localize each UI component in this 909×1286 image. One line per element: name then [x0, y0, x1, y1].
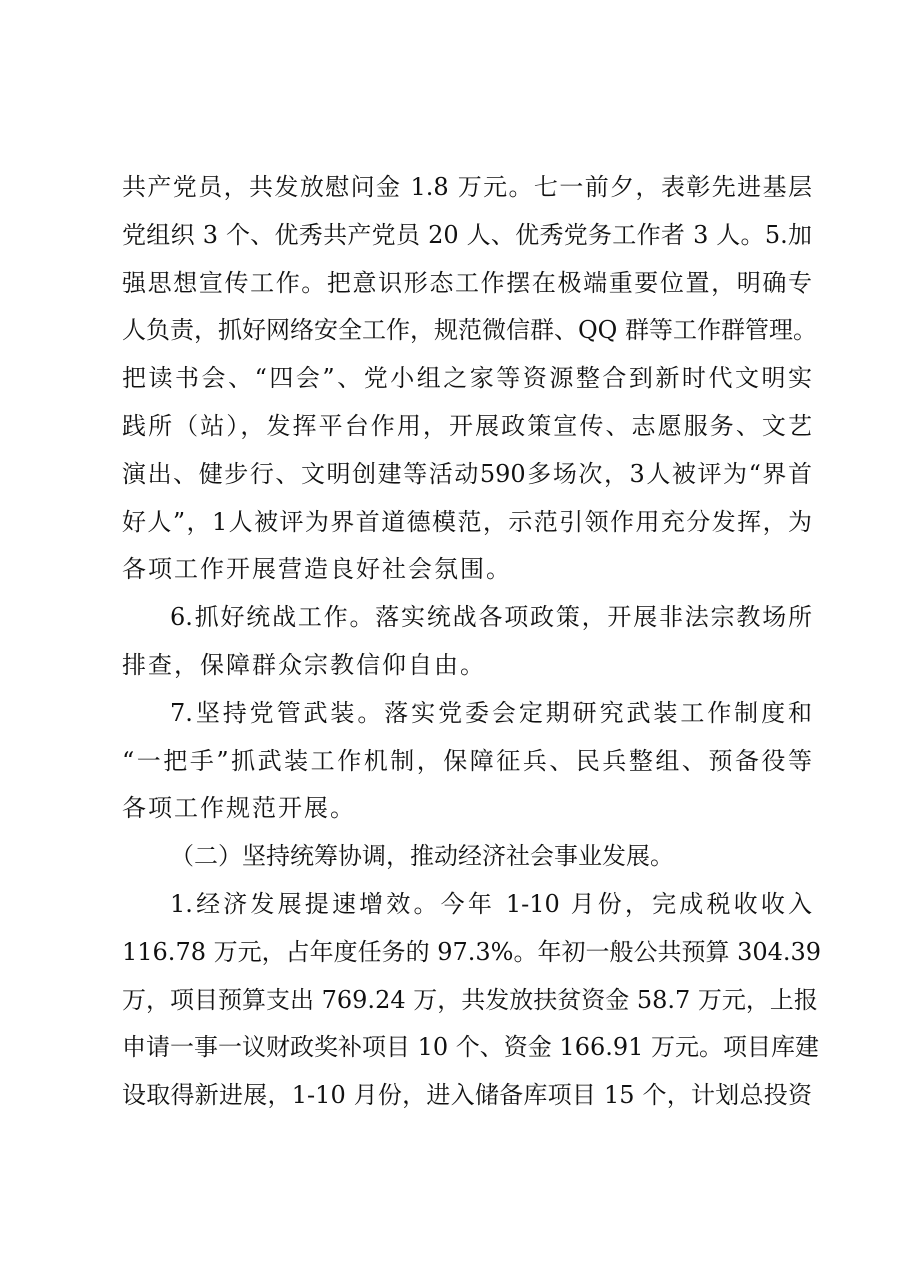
text-line: 强思想宣传工作。把意识形态工作摆在极端重要位置，明确专: [122, 268, 812, 297]
text-line: 7.坚持党管武装。落实党委会定期研究武装工作制度和: [170, 698, 812, 727]
text-line: 万，项目预算支出 769.24 万，共发放扶贫资金 58.7 万元，上报: [122, 985, 818, 1014]
text-line: 设取得新进展，1-10 月份，进入储备库项目 15 个，计划总投资: [122, 1081, 812, 1110]
text-line: 演出、健步行、文明创建等活动590多场次，3人被评为“界首: [122, 459, 812, 488]
text-line: 好人”，1人被评为界首道德模范，示范引领作用充分发挥，为: [122, 507, 812, 536]
text-line: “一把手”抓武装工作机制，保障征兵、民兵整组、预备役等: [122, 746, 812, 775]
text-line: 1.经济发展提速增效。今年 1-10 月份，完成税收收入: [170, 889, 812, 918]
text-line: 申请一事一议财政奖补项目 10 个、资金 166.91 万元。项目库建: [122, 1033, 820, 1062]
text-line: 践所（站），发挥平台作用，开展政策宣传、志愿服务、文艺: [122, 411, 812, 440]
section-heading: （二）坚持统筹协调，推动经济社会事业发展。: [170, 842, 674, 871]
text-line: 各项工作规范开展。: [122, 794, 356, 823]
text-line: 各项工作开展营造良好社会氛围。: [122, 555, 512, 584]
text-line: 共产党员，共发放慰问金 1.8 万元。七一前夕，表彰先进基层: [122, 173, 812, 201]
text-line: 排查，保障群众宗教信仰自由。: [122, 650, 486, 679]
body-text: [122, 164, 822, 1120]
text-line: 6.抓好统战工作。落实统战各项政策，开展非法宗教场所: [170, 603, 812, 632]
text-line: 116.78 万元，占年度任务的 97.3%。年初一般公共预算 304.39: [122, 937, 822, 966]
text-line: 把读书会、“四会”、党小组之家等资源整合到新时代文明实: [122, 364, 812, 393]
text-line: 人负责，抓好网络安全工作，规范微信群、QQ 群等工作群管理。: [122, 316, 817, 345]
text-line: 党组织 3 个、优秀共产党员 20 人、优秀党务工作者 3 人。5.加: [122, 220, 812, 249]
